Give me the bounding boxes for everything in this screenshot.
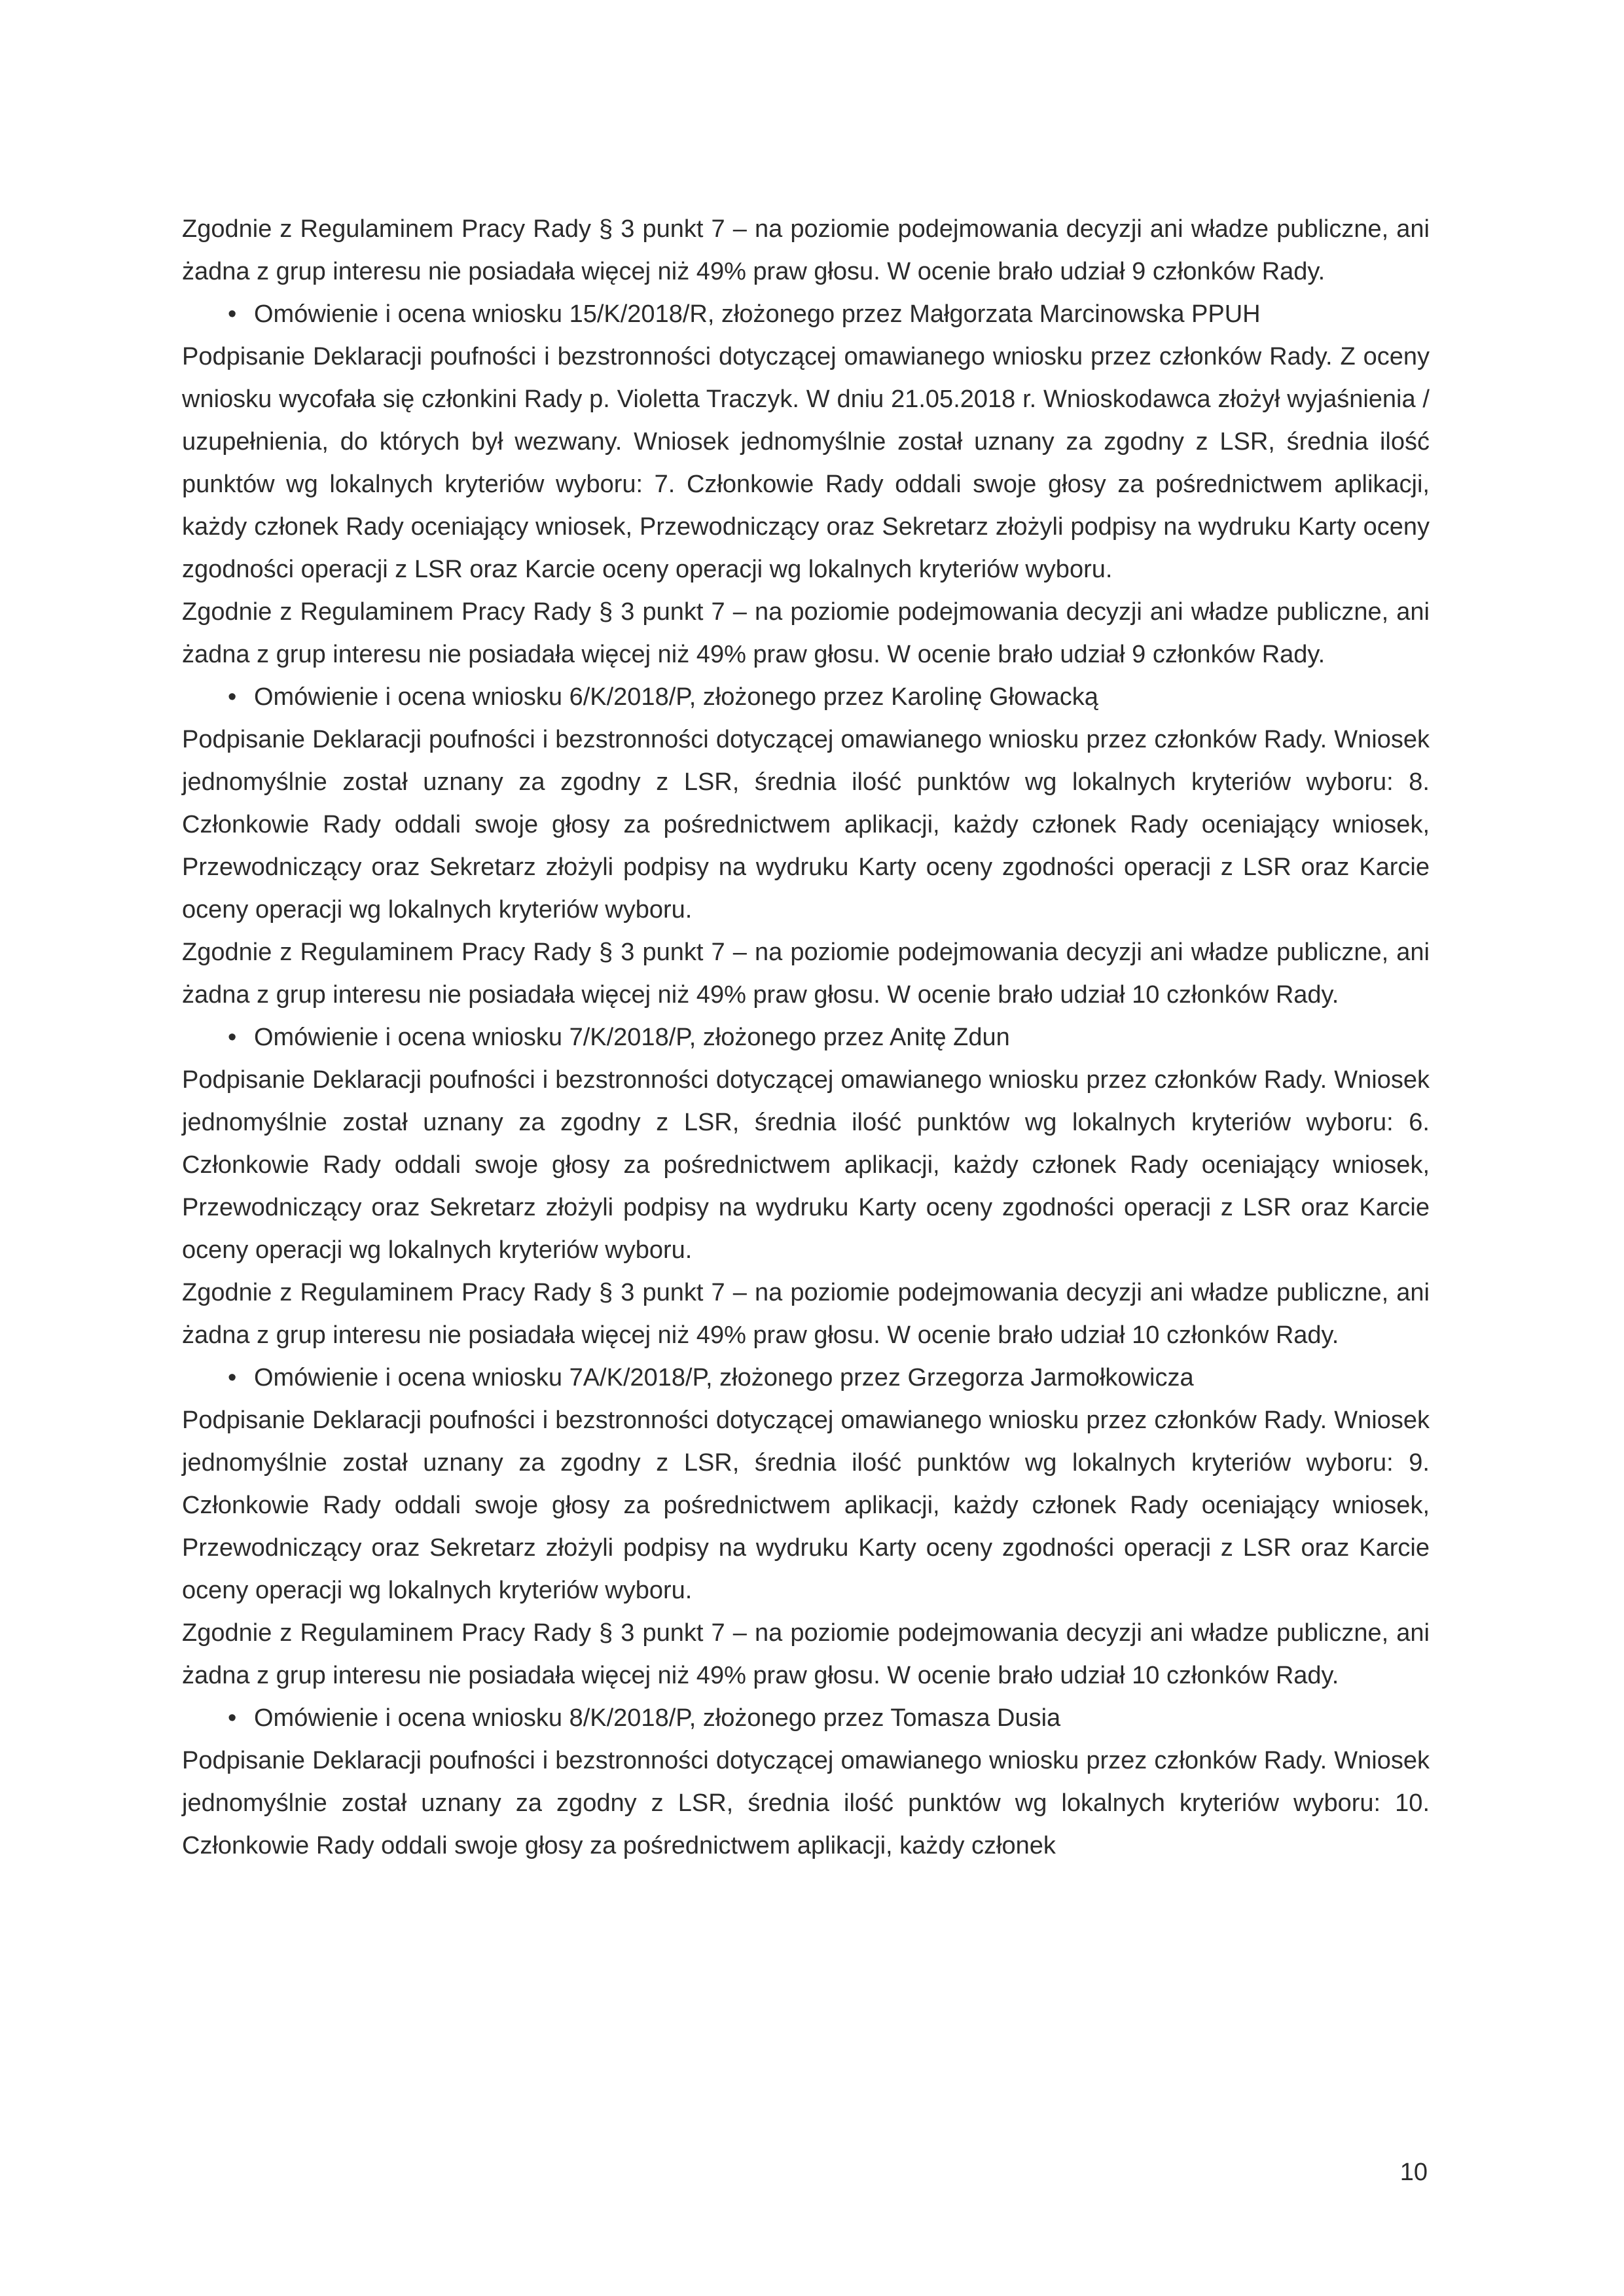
page-number: 10 [1399, 2159, 1428, 2186]
paragraph: Podpisanie Deklaracji poufności i bezstronności dotyczącej omawianego wniosku przez członków Rady. Wniosek jednomyślnie został uznany za zgodny z LSR, średnia ilość punktów wg lokalnych kryteriów wyboru: 6. Członkowie Rady oddali swoje głosy za pośrednictwem aplikacji, każdy członek Rady oceniający wniosek, Przewodniczący oraz Sekretarz złożyli podpisy na wydruku Karty oceny zgodności operacji z LSR oraz Karcie oceny operacji wg lokalnych kryteriów wyboru. [182, 1066, 1430, 1264]
bullet-item [182, 293, 1430, 336]
paragraph: Zgodnie z Regulaminem Pracy Rady § 3 punkt 7 – na poziomie podejmowania decyzji ani władze publiczne, ani żadna z grup interesu nie posiadała więcej niż 49% praw głosu. W ocenie brało udział 10 członków Rady. [182, 939, 1430, 1009]
bullet-icon: • [228, 1024, 237, 1051]
paragraph: Podpisanie Deklaracji poufności i bezstronności dotyczącej omawianego wniosku przez członków Rady. Wniosek jednomyślnie został uznany za zgodny z LSR, średnia ilość punktów wg lokalnych kryteriów wyboru: 8. Członkowie Rady oddali swoje głosy za pośrednictwem aplikacji, każdy członek Rady oceniający wniosek, Przewodniczący oraz Sekretarz złożyli podpisy na wydruku Karty oceny zgodności operacji z LSR oraz Karcie oceny operacji wg lokalnych kryteriów wyboru. [182, 726, 1430, 924]
bullet-icon: • [228, 1704, 237, 1732]
paragraph: Zgodnie z Regulaminem Pracy Rady § 3 punkt 7 – na poziomie podejmowania decyzji ani władze publiczne, ani żadna z grup interesu nie posiadała więcej niż 49% praw głosu. W ocenie brało udział 9 członków Rady. [182, 215, 1430, 285]
bullet-text: Omówienie i ocena wniosku 7/K/2018/P, złożonego przez Anitę Zdun [254, 1024, 1010, 1051]
bullet-icon: • [228, 1364, 237, 1391]
bullet-text: Omówienie i ocena wniosku 8/K/2018/P, złożonego przez Tomasza Dusia [254, 1704, 1061, 1732]
body-text [182, 208, 1430, 1867]
paragraph: Zgodnie z Regulaminem Pracy Rady § 3 punkt 7 – na poziomie podejmowania decyzji ani władze publiczne, ani żadna z grup interesu nie posiadała więcej niż 49% praw głosu. W ocenie brało udział 9 członków Rady. [182, 598, 1430, 668]
bullet-item [182, 1016, 1430, 1059]
paragraph: Podpisanie Deklaracji poufności i bezstronności dotyczącej omawianego wniosku przez członków Rady. Wniosek jednomyślnie został uznany za zgodny z LSR, średnia ilość punktów wg lokalnych kryteriów wyboru: 9. Członkowie Rady oddali swoje głosy za pośrednictwem aplikacji, każdy członek Rady oceniający wniosek, Przewodniczący oraz Sekretarz złożyli podpisy na wydruku Karty oceny zgodności operacji z LSR oraz Karcie oceny operacji wg lokalnych kryteriów wyboru. [182, 1407, 1430, 1604]
bullet-icon: • [228, 683, 237, 711]
bullet-text: Omówienie i ocena wniosku 6/K/2018/P, złożonego przez Karolinę Głowacką [254, 683, 1098, 711]
bullet-text: Omówienie i ocena wniosku 15/K/2018/R, złożonego przez Małgorzata Marcinowska PPUH [254, 300, 1261, 328]
paragraph: Podpisanie Deklaracji poufności i bezstronności dotyczącej omawianego wniosku przez członków Rady. Z oceny wniosku wycofała się członkini Rady p. Violetta Traczyk. W dniu 21.05.2018 r. Wnioskodawca złożył wyjaśnienia / uzupełnienia, do których był wezwany. Wniosek jednomyślnie został uznany za zgodny z LSR, średnia ilość punktów wg lokalnych kryteriów wyboru: 7. Członkowie Rady oddali swoje głosy za pośrednictwem aplikacji, każdy członek Rady oceniający wniosek, Przewodniczący oraz Sekretarz złożyli podpisy na wydruku Karty oceny zgodności operacji z LSR oraz Karcie oceny operacji wg lokalnych kryteriów wyboru. [182, 343, 1430, 583]
bullet-icon: • [228, 300, 237, 328]
paragraph: Zgodnie z Regulaminem Pracy Rady § 3 punkt 7 – na poziomie podejmowania decyzji ani władze publiczne, ani żadna z grup interesu nie posiadała więcej niż 49% praw głosu. W ocenie brało udział 10 członków Rady. [182, 1619, 1430, 1689]
bullet-item [182, 1697, 1430, 1740]
bullet-item [182, 676, 1430, 719]
bullet-text: Omówienie i ocena wniosku 7A/K/2018/P, złożonego przez Grzegorza Jarmołkowicza [254, 1364, 1194, 1391]
paragraph: Zgodnie z Regulaminem Pracy Rady § 3 punkt 7 – na poziomie podejmowania decyzji ani władze publiczne, ani żadna z grup interesu nie posiadała więcej niż 49% praw głosu. W ocenie brało udział 10 członków Rady. [182, 1279, 1430, 1349]
paragraph: Podpisanie Deklaracji poufności i bezstronności dotyczącej omawianego wniosku przez członków Rady. Wniosek jednomyślnie został uznany za zgodny z LSR, średnia ilość punktów wg lokalnych kryteriów wyboru: 10. Członkowie Rady oddali swoje głosy za pośrednictwem aplikacji, każdy członek [182, 1747, 1430, 1859]
bullet-item [182, 1357, 1430, 1399]
